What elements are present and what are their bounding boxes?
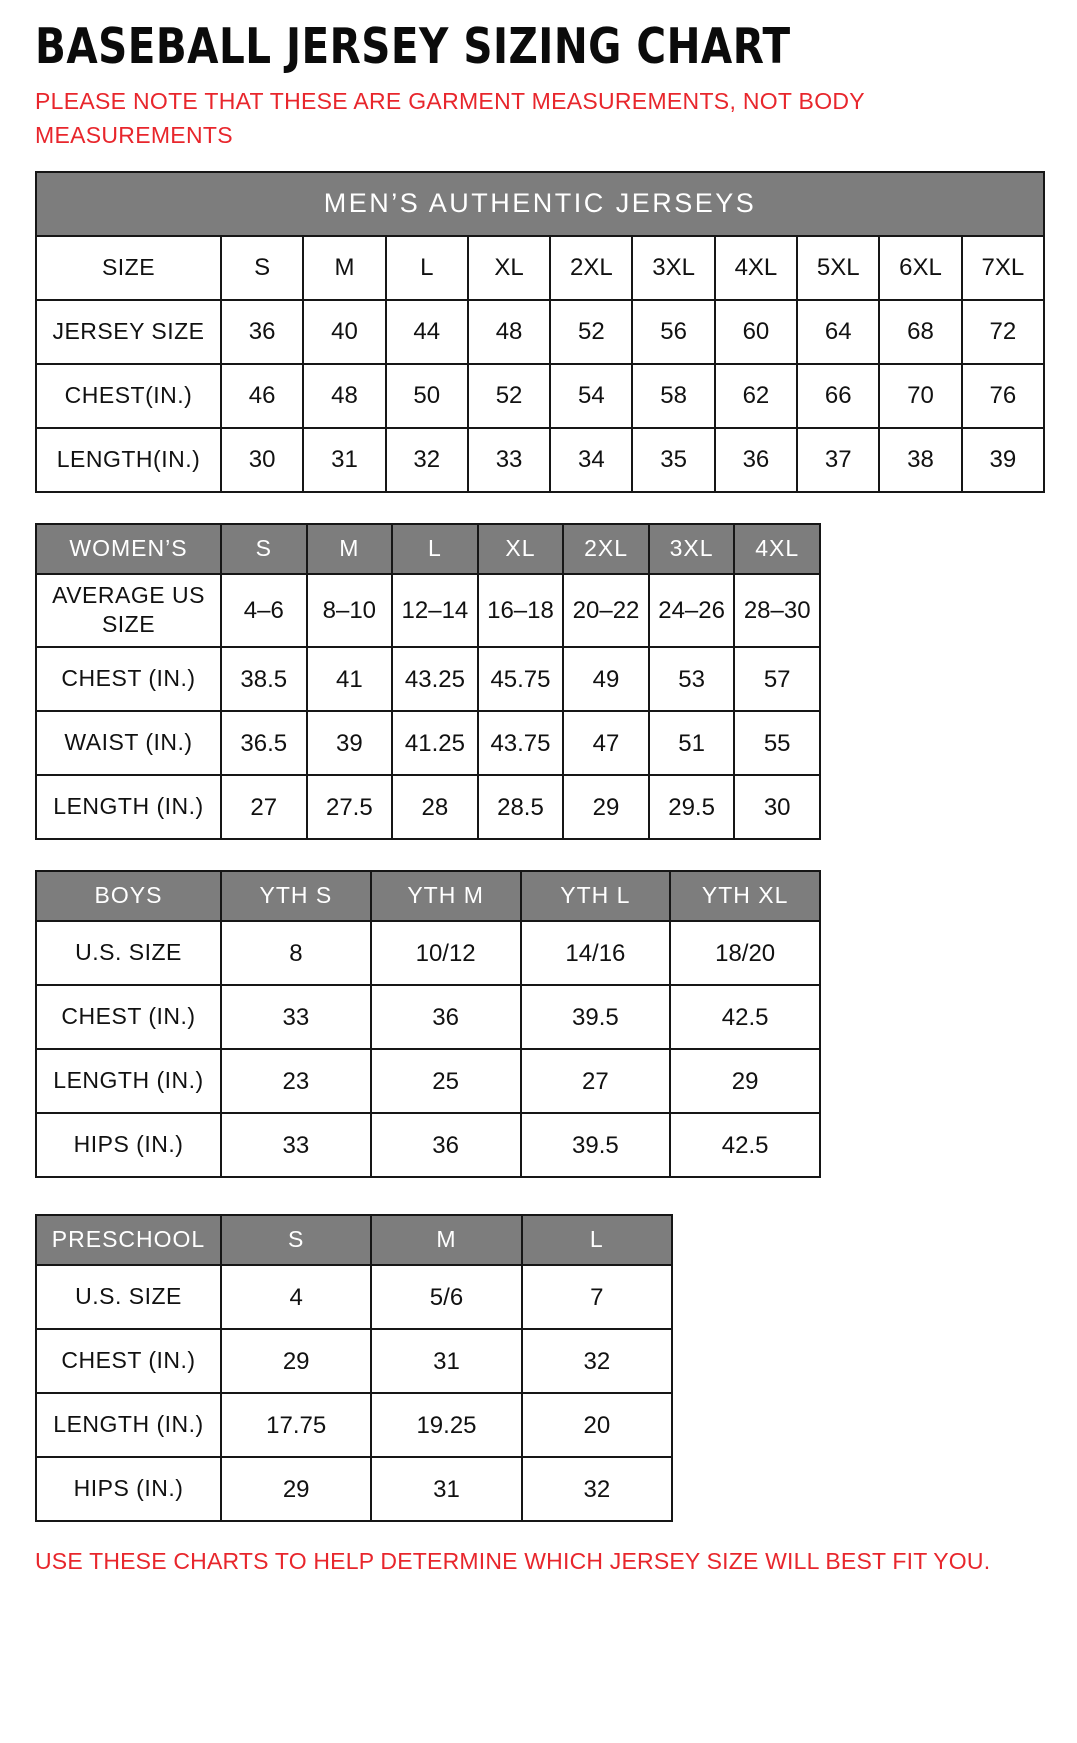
row-label: JERSEY SIZE <box>36 300 221 364</box>
table-cell: 43.25 <box>392 647 478 711</box>
table-cell: 45.75 <box>478 647 564 711</box>
row-label: LENGTH (IN.) <box>36 775 221 839</box>
table-cell: 8 <box>221 921 371 985</box>
table-header-label: BOYS <box>36 871 221 921</box>
table-cell: 36 <box>371 985 521 1049</box>
table-row <box>36 1393 672 1457</box>
table-cell: 20–22 <box>563 574 649 648</box>
table-cell: 60 <box>715 300 797 364</box>
table-row <box>36 921 820 985</box>
table-cell: 30 <box>734 775 820 839</box>
table-cell: 50 <box>386 364 468 428</box>
table-cell: 29 <box>221 1457 371 1521</box>
column-header: 2XL <box>563 524 649 574</box>
mens-authentic-jerseys-table <box>35 171 1045 493</box>
table-cell: 28 <box>392 775 478 839</box>
table-cell: 4 <box>221 1265 371 1329</box>
table-row <box>36 364 1044 428</box>
table-cell: 76 <box>962 364 1044 428</box>
table-cell: 18/20 <box>670 921 820 985</box>
row-label: LENGTH (IN.) <box>36 1049 221 1113</box>
table-title-row <box>36 172 1044 236</box>
table-cell: 8–10 <box>307 574 393 648</box>
table-cell: 20 <box>522 1393 672 1457</box>
table-cell: 51 <box>649 711 735 775</box>
table-cell: 68 <box>879 300 961 364</box>
table-cell: 36 <box>371 1113 521 1177</box>
row-label: HIPS (IN.) <box>36 1113 221 1177</box>
table-cell: 28–30 <box>734 574 820 648</box>
table-cell: 46 <box>221 364 303 428</box>
table-cell: 34 <box>550 428 632 492</box>
table-row <box>36 428 1044 492</box>
table-cell: 39.5 <box>521 1113 671 1177</box>
table-cell: 36 <box>715 428 797 492</box>
preschool-sizing-table <box>35 1214 673 1522</box>
table-cell: XL <box>468 236 550 300</box>
column-header: XL <box>478 524 564 574</box>
table-cell: 42.5 <box>670 985 820 1049</box>
row-label: AVERAGE US SIZE <box>36 574 221 648</box>
table-row <box>36 647 820 711</box>
row-label: U.S. SIZE <box>36 921 221 985</box>
table-cell: 43.75 <box>478 711 564 775</box>
boys-sizing-table <box>35 870 821 1178</box>
column-header: YTH S <box>221 871 371 921</box>
table-cell: 55 <box>734 711 820 775</box>
table-cell: L <box>386 236 468 300</box>
table-cell: 52 <box>468 364 550 428</box>
fit-advice-note: USE THESE CHARTS TO HELP DETERMINE WHICH JERSEY SIZE WILL BEST FIT YOU. <box>35 1548 991 1575</box>
table-cell: S <box>221 236 303 300</box>
table-cell: 30 <box>221 428 303 492</box>
table-cell: 38 <box>879 428 961 492</box>
table-cell: 23 <box>221 1049 371 1113</box>
table-cell: 64 <box>797 300 879 364</box>
table-header-label: PRESCHOOL <box>36 1215 221 1265</box>
table-cell: 41 <box>307 647 393 711</box>
table-cell: 52 <box>550 300 632 364</box>
column-header: YTH XL <box>670 871 820 921</box>
table-cell: 36.5 <box>221 711 307 775</box>
table-title: MEN’S AUTHENTIC JERSEYS <box>36 172 1044 236</box>
table-row <box>36 236 1044 300</box>
table-cell: 5/6 <box>371 1265 521 1329</box>
table-cell: 32 <box>522 1329 672 1393</box>
table-cell: 39.5 <box>521 985 671 1049</box>
table-cell: 49 <box>563 647 649 711</box>
table-cell: 40 <box>303 300 385 364</box>
column-header: L <box>392 524 478 574</box>
table-row <box>36 1329 672 1393</box>
table-cell: 4–6 <box>221 574 307 648</box>
table-cell: 39 <box>307 711 393 775</box>
table-cell: 44 <box>386 300 468 364</box>
table-cell: 33 <box>468 428 550 492</box>
table-cell: 48 <box>468 300 550 364</box>
table-header-row <box>36 524 820 574</box>
table-cell: 12–14 <box>392 574 478 648</box>
row-label: CHEST (IN.) <box>36 1329 221 1393</box>
column-header: L <box>522 1215 672 1265</box>
table-cell: 39 <box>962 428 1044 492</box>
table-cell: 62 <box>715 364 797 428</box>
table-cell: 33 <box>221 985 371 1049</box>
table-cell: 37 <box>797 428 879 492</box>
table-cell: 19.25 <box>371 1393 521 1457</box>
table-cell: 31 <box>371 1329 521 1393</box>
table-cell: 28.5 <box>478 775 564 839</box>
table-cell: 2XL <box>550 236 632 300</box>
table-cell: 27 <box>221 775 307 839</box>
column-header: M <box>307 524 393 574</box>
table-cell: 29 <box>670 1049 820 1113</box>
table-cell: 53 <box>649 647 735 711</box>
table-cell: 5XL <box>797 236 879 300</box>
column-header: YTH M <box>371 871 521 921</box>
table-cell: 25 <box>371 1049 521 1113</box>
column-header: 4XL <box>734 524 820 574</box>
row-label: CHEST (IN.) <box>36 985 221 1049</box>
table-cell: M <box>303 236 385 300</box>
table-cell: 14/16 <box>521 921 671 985</box>
table-cell: 4XL <box>715 236 797 300</box>
table-header-row <box>36 1215 672 1265</box>
table-row <box>36 711 820 775</box>
row-label: WAIST (IN.) <box>36 711 221 775</box>
table-header-label: WOMEN’S <box>36 524 221 574</box>
table-cell: 24–26 <box>649 574 735 648</box>
table-cell: 36 <box>221 300 303 364</box>
column-header: 3XL <box>649 524 735 574</box>
row-label: CHEST(IN.) <box>36 364 221 428</box>
table-row <box>36 1265 672 1329</box>
table-cell: 31 <box>371 1457 521 1521</box>
garment-measurement-note: PLEASE NOTE THAT THESE ARE GARMENT MEASUREMENTS, NOT BODY MEASUREMENTS <box>35 87 865 148</box>
table-cell: 48 <box>303 364 385 428</box>
column-header: YTH L <box>521 871 671 921</box>
table-row <box>36 1049 820 1113</box>
table-cell: 16–18 <box>478 574 564 648</box>
table-row <box>36 300 1044 364</box>
table-cell: 32 <box>522 1457 672 1521</box>
table-cell: 27 <box>521 1049 671 1113</box>
table-cell: 72 <box>962 300 1044 364</box>
table-cell: 3XL <box>632 236 714 300</box>
row-label: LENGTH (IN.) <box>36 1393 221 1457</box>
row-label: CHEST (IN.) <box>36 647 221 711</box>
table-cell: 35 <box>632 428 714 492</box>
table-cell: 57 <box>734 647 820 711</box>
table-row <box>36 1457 672 1521</box>
table-cell: 7 <box>522 1265 672 1329</box>
womens-sizing-table <box>35 523 821 841</box>
table-row <box>36 985 820 1049</box>
table-cell: 56 <box>632 300 714 364</box>
table-cell: 7XL <box>962 236 1044 300</box>
table-header-row <box>36 871 820 921</box>
table-cell: 33 <box>221 1113 371 1177</box>
table-cell: 54 <box>550 364 632 428</box>
table-cell: 38.5 <box>221 647 307 711</box>
table-cell: 29 <box>563 775 649 839</box>
table-cell: 47 <box>563 711 649 775</box>
table-cell: 29.5 <box>649 775 735 839</box>
table-cell: 58 <box>632 364 714 428</box>
table-cell: 6XL <box>879 236 961 300</box>
table-cell: 42.5 <box>670 1113 820 1177</box>
table-cell: 66 <box>797 364 879 428</box>
table-cell: 41.25 <box>392 711 478 775</box>
row-label: LENGTH(IN.) <box>36 428 221 492</box>
table-cell: 31 <box>303 428 385 492</box>
table-cell: 10/12 <box>371 921 521 985</box>
table-cell: 17.75 <box>221 1393 371 1457</box>
table-cell: 27.5 <box>307 775 393 839</box>
column-header: S <box>221 524 307 574</box>
table-row <box>36 574 820 648</box>
column-header: S <box>221 1215 371 1265</box>
column-header: M <box>371 1215 521 1265</box>
row-label: HIPS (IN.) <box>36 1457 221 1521</box>
table-cell: 29 <box>221 1329 371 1393</box>
table-row <box>36 1113 820 1177</box>
page-title: BASEBALL JERSEY SIZING CHART <box>35 17 791 76</box>
row-label: SIZE <box>36 236 221 300</box>
row-label: U.S. SIZE <box>36 1265 221 1329</box>
table-cell: 70 <box>879 364 961 428</box>
table-cell: 32 <box>386 428 468 492</box>
table-row <box>36 775 820 839</box>
